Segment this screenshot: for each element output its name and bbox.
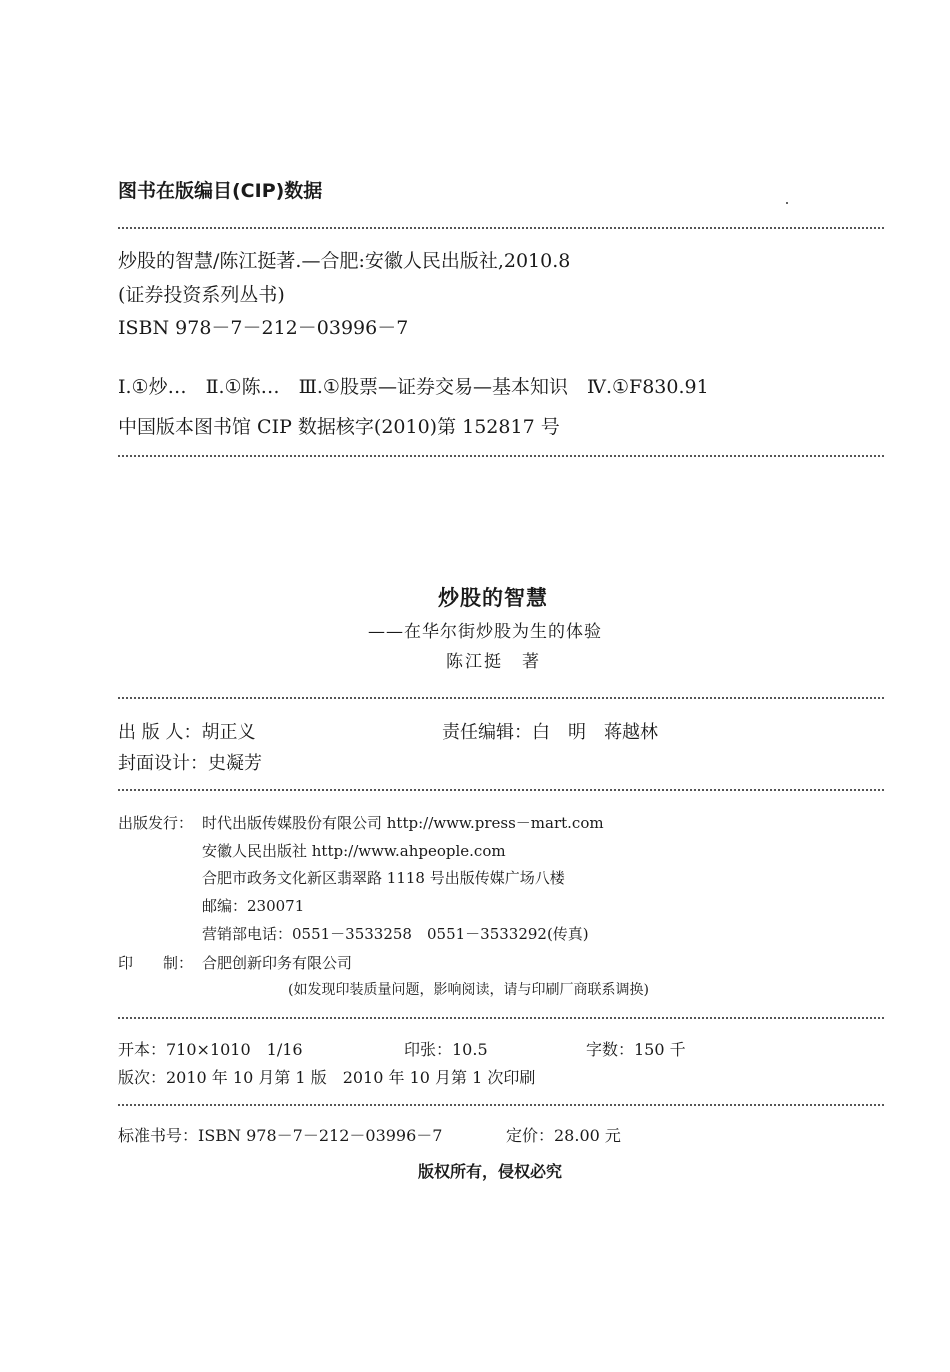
distribution-publisher: 时代出版传媒股份有限公司 http://www.press－mart.com bbox=[202, 814, 604, 832]
distribution-label: 出版发行： bbox=[118, 814, 194, 832]
cip-isbn: ISBN 978－7－212－03996－7 bbox=[118, 317, 409, 339]
printing-label: 印 制： bbox=[118, 954, 194, 972]
dotted-divider bbox=[118, 697, 884, 699]
dotted-divider bbox=[118, 1104, 884, 1106]
speck bbox=[786, 202, 788, 204]
print-sheets: 印张：10.5 bbox=[404, 1040, 488, 1059]
responsible-editors: 责任编辑：白 明 蒋越林 bbox=[442, 722, 658, 743]
quality-notice: (如发现印装质量问题，影响阅读，请与印刷厂商联系调换) bbox=[288, 982, 649, 998]
cover-designer: 封面设计：史凝芳 bbox=[118, 753, 262, 774]
format-spec: 开本：710×1010 1/16 bbox=[118, 1040, 303, 1059]
cip-index-terms: Ⅰ.①炒… Ⅱ.①陈… Ⅲ.①股票—证券交易—基本知识 Ⅳ.①F830.91 bbox=[118, 376, 709, 398]
distribution-phone: 营销部电话：0551－3533258 0551－3533292(传真) bbox=[202, 925, 589, 943]
distribution-press: 安徽人民出版社 http://www.ahpeople.com bbox=[202, 842, 506, 860]
book-author: 陈江挺 著 bbox=[446, 652, 541, 672]
dotted-divider bbox=[118, 789, 884, 791]
printer-name: 合肥创新印务有限公司 bbox=[202, 954, 353, 972]
edition-info: 版次：2010 年 10 月第 1 版 2010 年 10 月第 1 次印刷 bbox=[118, 1068, 536, 1087]
distribution-postcode: 邮编：230071 bbox=[202, 897, 305, 915]
cip-approval-number: 中国版本图书馆 CIP 数据核字(2010)第 152817 号 bbox=[118, 416, 560, 438]
dotted-divider bbox=[118, 1017, 884, 1019]
cip-series: (证券投资系列丛书) bbox=[118, 284, 285, 306]
price: 定价：28.00 元 bbox=[506, 1126, 621, 1145]
copyright-notice: 版权所有，侵权必究 bbox=[418, 1162, 563, 1181]
word-count: 字数：150 千 bbox=[586, 1040, 686, 1059]
cip-heading: 图书在版编目(CIP)数据 bbox=[118, 180, 323, 202]
dotted-divider bbox=[118, 227, 884, 229]
cip-record-line: 炒股的智慧/陈江挺著.—合肥:安徽人民出版社,2010.8 bbox=[118, 250, 571, 272]
publisher-person: 出 版 人：胡正义 bbox=[118, 722, 256, 743]
book-subtitle: ——在华尔街炒股为生的体验 bbox=[368, 622, 602, 642]
distribution-address: 合肥市政务文化新区翡翠路 1118 号出版传媒广场八楼 bbox=[202, 869, 565, 887]
dotted-divider bbox=[118, 455, 884, 457]
book-title: 炒股的智慧 bbox=[438, 585, 548, 610]
standard-book-number: 标准书号：ISBN 978－7－212－03996－7 bbox=[118, 1126, 443, 1145]
